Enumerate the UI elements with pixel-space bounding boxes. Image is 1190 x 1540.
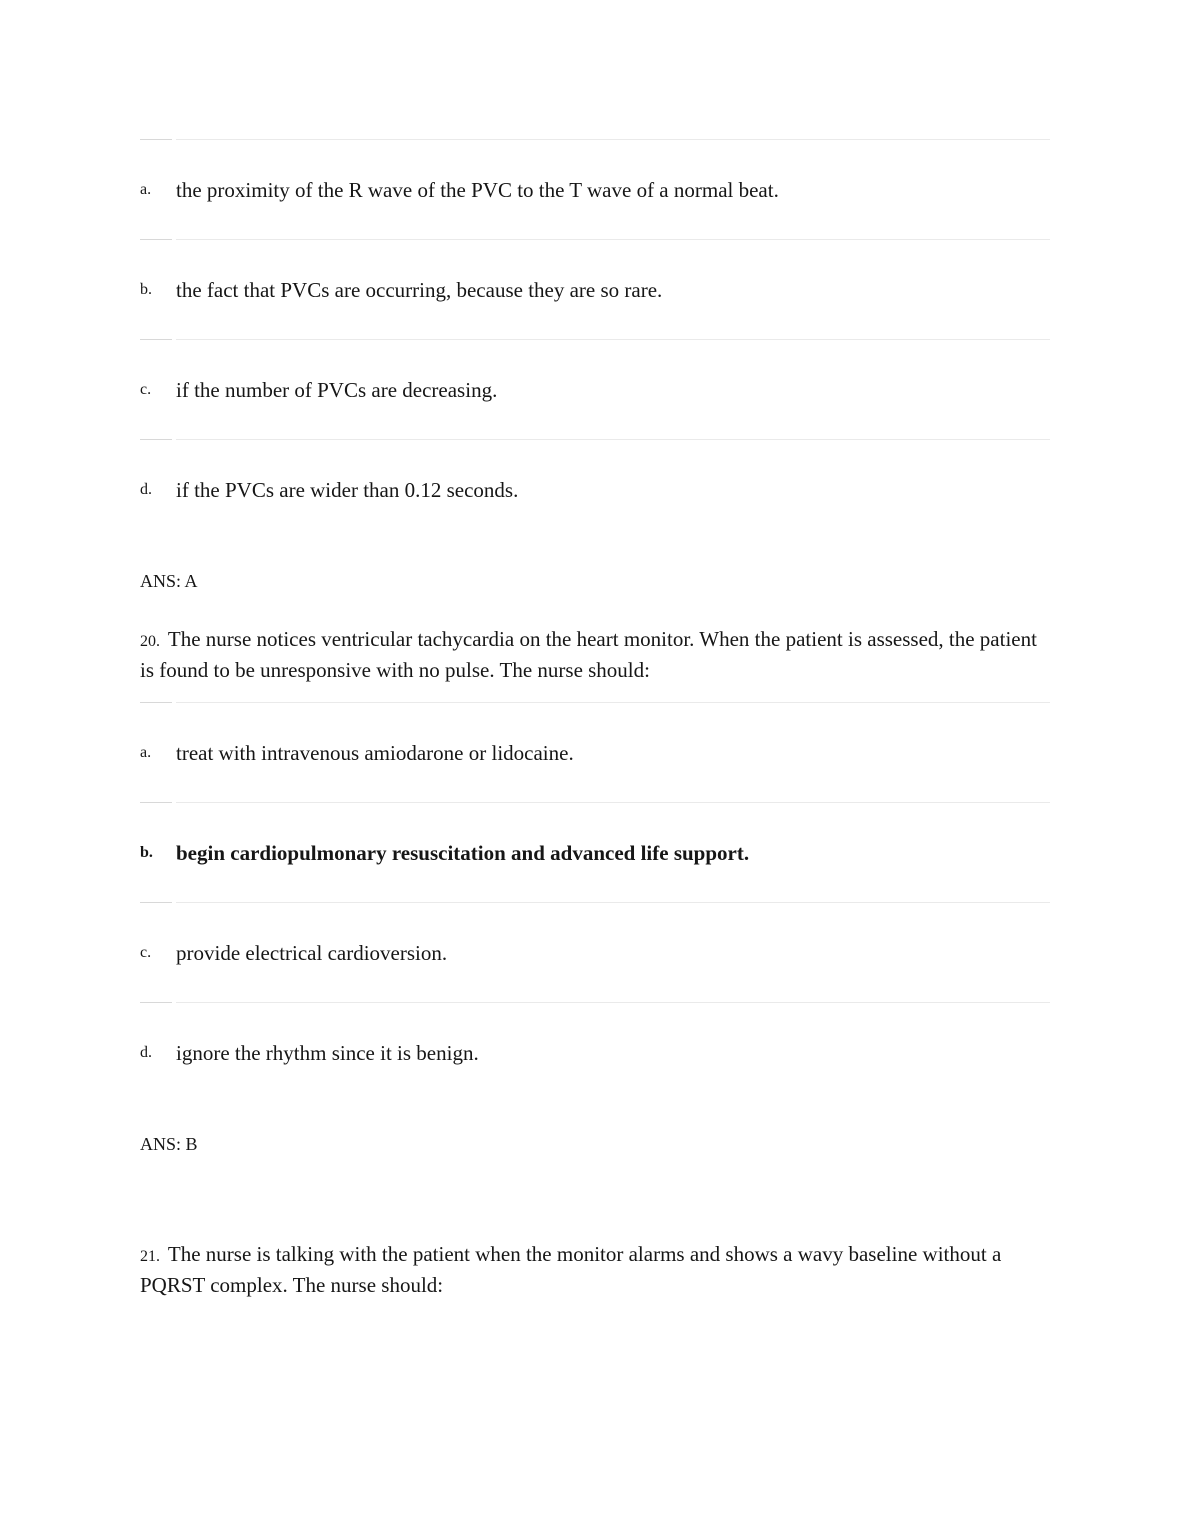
document-page — [140, 139, 1050, 1299]
option-row-correct — [140, 802, 1050, 902]
option-text: provide electrical cardioversion. — [176, 902, 1050, 1002]
question-20 — [140, 625, 1050, 684]
question-number: 21. — [140, 1248, 160, 1265]
option-text: the proximity of the R wave of the PVC to the T wave of a normal beat. — [176, 139, 1050, 239]
answer-line-q19: ANS: A — [140, 571, 198, 591]
option-row — [140, 339, 1050, 439]
option-letter: c. — [140, 339, 172, 439]
option-row — [140, 139, 1050, 239]
option-letter: d. — [140, 1002, 172, 1102]
option-text: treat with intravenous amiodarone or lidocaine. — [176, 702, 1050, 802]
option-text: ignore the rhythm since it is benign. — [176, 1002, 1050, 1102]
option-letter: a. — [140, 139, 172, 239]
option-letter: c. — [140, 902, 172, 1002]
option-row — [140, 239, 1050, 339]
question-19-options — [140, 139, 1050, 539]
option-text: if the PVCs are wider than 0.12 seconds. — [176, 439, 1050, 539]
question-number: 20. — [140, 633, 160, 650]
option-letter: b. — [140, 239, 172, 339]
question-text: The nurse is talking with the patient when the monitor alarms and shows a wavy baseline without a PQRST complex. The nurse should: — [140, 1242, 1002, 1297]
option-row — [140, 1002, 1050, 1102]
question-21 — [140, 1240, 1050, 1299]
option-text: the fact that PVCs are occurring, because they are so rare. — [176, 239, 1050, 339]
option-letter: d. — [140, 439, 172, 539]
answer-line-q20: ANS: B — [140, 1134, 198, 1154]
option-text: begin cardiopulmonary resuscitation and advanced life support. — [176, 802, 1050, 902]
option-row — [140, 702, 1050, 802]
option-text: if the number of PVCs are decreasing. — [176, 339, 1050, 439]
question-text: The nurse notices ventricular tachycardia on the heart monitor. When the patient is assessed, the patient is found to be unresponsive with no pulse. The nurse should: — [140, 627, 1037, 682]
option-row — [140, 902, 1050, 1002]
option-letter: b. — [140, 802, 172, 902]
option-row — [140, 439, 1050, 539]
option-letter: a. — [140, 702, 172, 802]
question-20-options — [140, 702, 1050, 1102]
